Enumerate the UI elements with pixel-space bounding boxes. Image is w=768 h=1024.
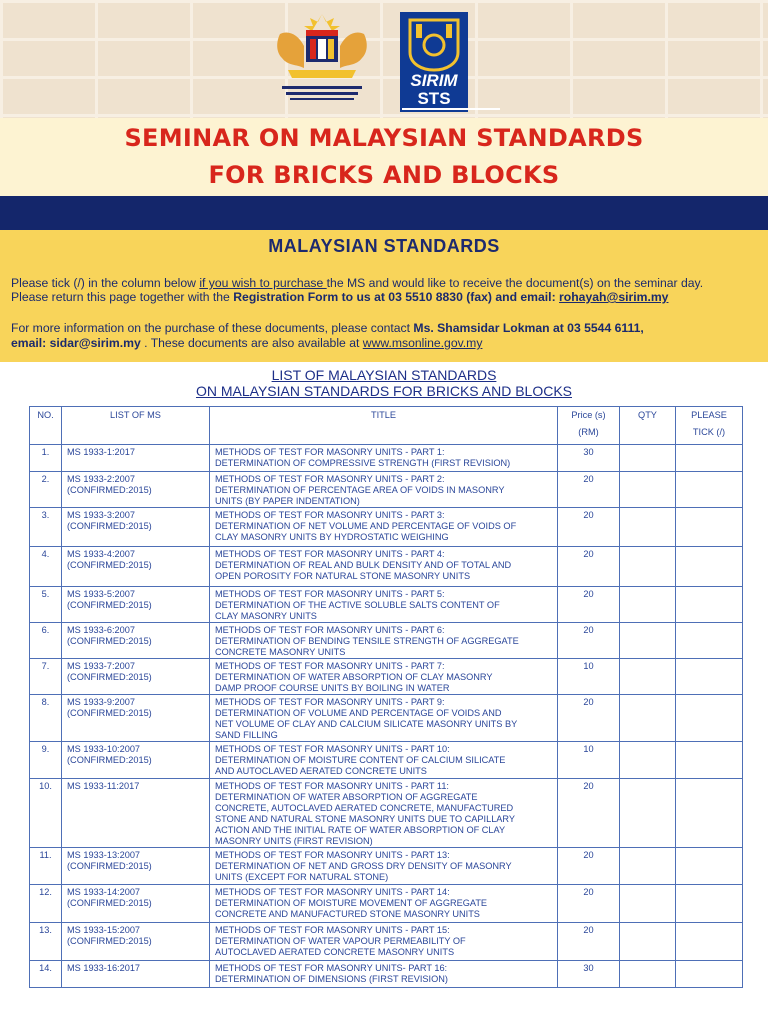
instruction-line-1 [11,276,703,290]
qty-cell[interactable] [620,779,676,848]
table-row [30,547,743,587]
price-cell: 30 [558,445,620,472]
tick-cell[interactable] [676,659,743,695]
price-cell: 10 [558,659,620,695]
standard-title: METHODS OF TEST FOR MASONRY UNITS - PART 5: DETERMINATION OF THE ACTIVE SOLUBLE SALTS CONTENT OF CLAY MASONRY UNITS [210,587,558,623]
row-number: 6. [30,623,62,659]
standard-title: METHODS OF TEST FOR MASONRY UNITS - PART 2: DETERMINATION OF PERCENTAGE AREA OF VOIDS IN MASONRY UNITS (BY PAPER INDENTATION) [210,472,558,508]
qty-cell[interactable] [620,742,676,779]
table-body [30,445,743,988]
header-title: TITLE [210,407,558,445]
table-row [30,587,743,623]
instruction-text: Please return this page together with the [11,290,234,304]
table-row [30,695,743,742]
price-cell: 20 [558,695,620,742]
header-tick [676,407,743,445]
qty-cell[interactable] [620,923,676,961]
svg-text:STS: STS [417,89,451,108]
tick-cell[interactable] [676,742,743,779]
svg-text:SIRIM: SIRIM [410,71,458,90]
standard-title: METHODS OF TEST FOR MASONRY UNITS - PART 13: DETERMINATION OF NET AND GROSS DRY DENSITY OF MASONRY UNITS (EXCEPT FOR NATURAL STONE) [210,848,558,885]
table-row [30,659,743,695]
table-row [30,848,743,885]
standard-code: MS 1933-16:2017 [62,961,210,988]
row-number: 14. [30,961,62,988]
table-row [30,923,743,961]
price-cell: 20 [558,587,620,623]
contact-line-1 [11,321,644,335]
coat-of-arms-logo [268,12,376,112]
price-cell: 20 [558,885,620,923]
tick-cell[interactable] [676,695,743,742]
row-number: 10. [30,779,62,848]
standard-title: METHODS OF TEST FOR MASONRY UNITS - PART 4: DETERMINATION OF REAL AND BULK DENSITY AND OF TOTAL AND OPEN POROSITY FOR NATURAL STONE MASONRY UNITS [210,547,558,587]
table-row [30,779,743,848]
tick-cell[interactable] [676,779,743,848]
qty-cell[interactable] [620,623,676,659]
qty-cell[interactable] [620,848,676,885]
standard-title: METHODS OF TEST FOR MASONRY UNITS - PART 14: DETERMINATION OF MOISTURE MOVEMENT OF AGGREGATE CONCRETE AND MANUFACTURED STONE MASONRY UNITS [210,885,558,923]
tick-cell[interactable] [676,547,743,587]
standard-code: MS 1933-11:2017 [62,779,210,848]
qty-cell[interactable] [620,659,676,695]
table-row [30,472,743,508]
row-number: 13. [30,923,62,961]
table-row [30,961,743,988]
list-title-line-1: LIST OF MALAYSIAN STANDARDS [271,367,497,383]
standard-title: METHODS OF TEST FOR MASONRY UNITS - PART 9: DETERMINATION OF VOLUME AND PERCENTAGE OF VOIDS AND NET VOLUME OF CLAY AND CALCIUM SILICATE MASONRY UNITS BY SAND FILLING [210,695,558,742]
qty-cell[interactable] [620,472,676,508]
tick-cell[interactable] [676,923,743,961]
qty-cell[interactable] [620,695,676,742]
row-number: 12. [30,885,62,923]
standard-title: METHODS OF TEST FOR MASONRY UNITS - PART 7: DETERMINATION OF WATER ABSORPTION OF CLAY MASONRY DAMP PROOF COURSE UNITS BY BOILING IN WATER [210,659,558,695]
row-number: 11. [30,848,62,885]
seminar-title-line-2: FOR BRICKS AND BLOCKS [208,161,560,189]
table-row [30,742,743,779]
tick-cell[interactable] [676,508,743,547]
price-cell: 20 [558,923,620,961]
qty-cell[interactable] [620,587,676,623]
standard-title: METHODS OF TEST FOR MASONRY UNITS - PART 10: DETERMINATION OF MOISTURE CONTENT OF CALCIUM SILICATE AND AUTOCLAVED AERATED CONCRETE UNITS [210,742,558,779]
standard-title: METHODS OF TEST FOR MASONRY UNITS- PART 16: DETERMINATION OF DIMENSIONS (FIRST REVISION) [210,961,558,988]
list-title-line-2: ON MALAYSIAN STANDARDS FOR BRICKS AND BLOCKS [195,383,572,399]
standard-code: MS 1933-15:2007 (CONFIRMED:2015) [62,923,210,961]
price-cell: 20 [558,547,620,587]
qty-cell[interactable] [620,961,676,988]
table-row [30,885,743,923]
price-cell: 20 [558,472,620,508]
price-cell: 20 [558,508,620,547]
row-number: 5. [30,587,62,623]
price-cell: 20 [558,848,620,885]
header-price-line-2: (RM) [578,427,599,437]
standard-code: MS 1933-4:2007 (CONFIRMED:2015) [62,547,210,587]
tick-cell[interactable] [676,472,743,508]
header-list-of-ms: LIST OF MS [62,407,210,445]
row-number: 7. [30,659,62,695]
standard-title: METHODS OF TEST FOR MASONRY UNITS - PART 11: DETERMINATION OF WATER ABSORPTION OF AGGREGATE CONCRETE, AUTOCLAVED AERATED CONCRETE, MANUFACTURED STONE AND NATURAL STONE MASONRY UNITS DUE TO CAPILLARY ACTION AND THE INITIAL RATE OF WATER ABSORPTION OF CLAY MASONRY UNITS (FIRST REVISION) [210,779,558,848]
tick-cell[interactable] [676,587,743,623]
standard-code: MS 1933-13:2007 (CONFIRMED:2015) [62,848,210,885]
tick-cell[interactable] [676,848,743,885]
row-number: 9. [30,742,62,779]
logo-area [0,0,768,118]
standard-code: MS 1933-5:2007 (CONFIRMED:2015) [62,587,210,623]
contact-person: Ms. Shamsidar Lokman at 03 5544 6111, [413,321,644,335]
standard-code: MS 1933-1:2017 [62,445,210,472]
seminar-title-line-1: SEMINAR ON MALAYSIAN STANDARDS [124,124,644,152]
price-cell: 30 [558,961,620,988]
row-number: 3. [30,508,62,547]
registration-fax-text: Registration Form to us at 03 5510 8830 (fax) and email: [233,290,560,304]
contact-text: For more information on the purchase of these documents, please contact [11,321,414,335]
header-qty: QTY [620,407,676,445]
header-tick-line-2: TICK (/) [692,427,726,437]
standard-title: METHODS OF TEST FOR MASONRY UNITS - PART 6: DETERMINATION OF BENDING TENSILE STRENGTH OF AGGREGATE CONCRETE MASONRY UNITS [210,623,558,659]
table-row [30,623,743,659]
price-cell: 20 [558,623,620,659]
row-number: 1. [30,445,62,472]
contact-text: . These documents are also available at [140,336,363,350]
section-heading: MALAYSIAN STANDARDS [268,236,500,256]
standard-title: METHODS OF TEST FOR MASONRY UNITS - PART 1: DETERMINATION OF COMPRESSIVE STRENGTH (FIRST REVISION) [210,445,558,472]
tick-cell[interactable] [676,623,743,659]
sirim-sts-logo [400,12,500,112]
qty-cell[interactable] [620,547,676,587]
table-header-row [30,407,743,445]
contact-line-2 [11,336,482,350]
qty-cell[interactable] [620,445,676,472]
standard-code: MS 1933-7:2007 (CONFIRMED:2015) [62,659,210,695]
standard-code: MS 1933-9:2007 (CONFIRMED:2015) [62,695,210,742]
qty-cell[interactable] [620,885,676,923]
row-number: 8. [30,695,62,742]
purchase-emphasis: if you wish to purchase [199,276,327,290]
registration-email-link[interactable]: rohayah@sirim.my [559,290,669,304]
table-row [30,445,743,472]
standard-title: METHODS OF TEST FOR MASONRY UNITS - PART 3: DETERMINATION OF NET VOLUME AND PERCENTAGE OF VOIDS OF CLAY MASONRY UNITS BY HYDROSTATIC WEIGHING [210,508,558,547]
standard-code: MS 1933-3:2007 (CONFIRMED:2015) [62,508,210,547]
header-price-line-1: Price (s) [571,410,606,420]
standard-code: MS 1933-2:2007 (CONFIRMED:2015) [62,472,210,508]
standard-code: MS 1933-10:2007 (CONFIRMED:2015) [62,742,210,779]
instruction-text: the MS and would like to receive the document(s) on the seminar day. [326,276,704,290]
tick-cell[interactable] [676,445,743,472]
row-number: 4. [30,547,62,587]
instruction-text: Please tick (/) in the column below [11,276,200,290]
instruction-line-2 [11,290,668,304]
tick-cell[interactable] [676,885,743,923]
header-no: NO. [30,407,62,445]
price-cell: 20 [558,779,620,848]
standard-code: MS 1933-14:2007 (CONFIRMED:2015) [62,885,210,923]
standards-table [29,406,743,988]
tick-cell[interactable] [676,961,743,988]
navy-divider-band [0,196,768,230]
standard-title: METHODS OF TEST FOR MASONRY UNITS - PART 15: DETERMINATION OF WATER VAPOUR PERMEABILITY OF AUTOCLAVED AERATED CONCRETE MASONRY UNITS [210,923,558,961]
msonline-link[interactable]: www.msonline.gov.my [362,336,483,350]
header-price [558,407,620,445]
table-row [30,508,743,547]
row-number: 2. [30,472,62,508]
standard-code: MS 1933-6:2007 (CONFIRMED:2015) [62,623,210,659]
header-tick-line-1: PLEASE [691,410,727,420]
qty-cell[interactable] [620,508,676,547]
price-cell: 10 [558,742,620,779]
contact-email[interactable]: email: sidar@sirim.my [11,336,141,350]
